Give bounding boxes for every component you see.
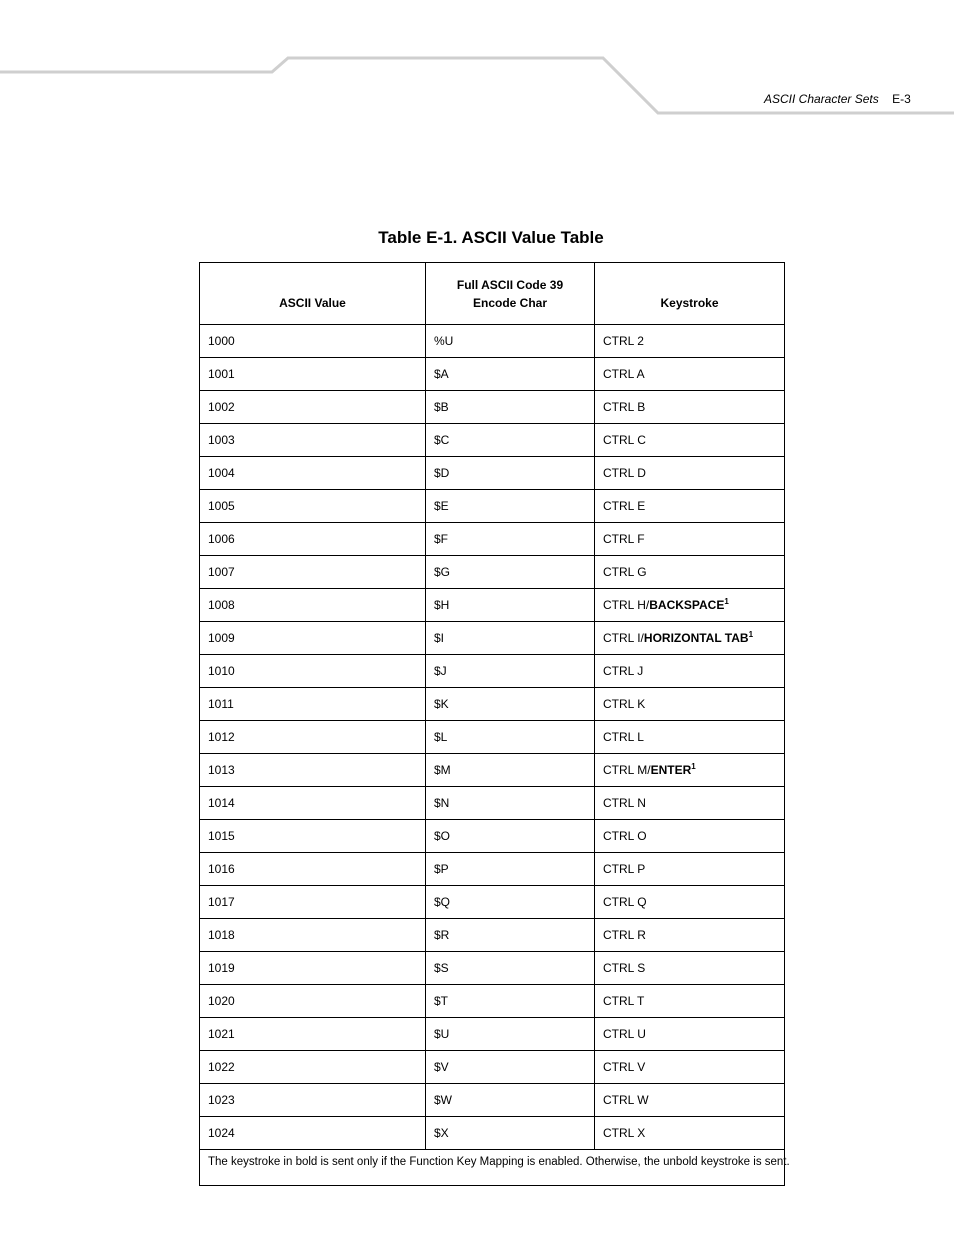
table-row [200,325,785,358]
ascii-value-cell: 1012 [200,721,426,754]
encode-char-cell: $N [426,787,595,820]
encode-char-cell: %U [426,325,595,358]
keystroke-cell [595,424,785,457]
keystroke-text: CTRL M/ [603,763,651,777]
ascii-value-cell: 1017 [200,886,426,919]
column-header-encode-char: Full ASCII Code 39 Encode Char [426,263,595,325]
keystroke-text: CTRL W [603,1093,649,1107]
keystroke-text: CTRL G [603,565,647,579]
keystroke-text: CTRL L [603,730,644,744]
table-row [200,721,785,754]
keystroke-cell [595,622,785,655]
encode-char-cell: $S [426,952,595,985]
table-row [200,820,785,853]
encode-char-cell: $G [426,556,595,589]
encode-char-cell: $H [426,589,595,622]
ascii-value-cell: 1002 [200,391,426,424]
keystroke-text: CTRL N [603,796,646,810]
footnote-marker: 1 [724,597,729,606]
ascii-value-cell: 1021 [200,1018,426,1051]
keystroke-text: CTRL S [603,961,646,975]
keystroke-cell [595,1117,785,1150]
keystroke-text: CTRL T [603,994,645,1008]
ascii-value-cell: 1010 [200,655,426,688]
table-row [200,556,785,589]
keystroke-text: CTRL B [603,400,646,414]
encode-char-cell: $A [426,358,595,391]
encode-char-cell: $J [426,655,595,688]
keystroke-text: CTRL P [603,862,646,876]
encode-char-cell: $L [426,721,595,754]
section-title: ASCII Character Sets [764,92,879,106]
table-row [200,457,785,490]
keystroke-cell [595,787,785,820]
ascii-value-cell: 1023 [200,1084,426,1117]
table-row [200,787,785,820]
keystroke-cell [595,1051,785,1084]
table-row [200,424,785,457]
keystroke-cell [595,886,785,919]
running-header [764,92,911,106]
ascii-value-cell: 1018 [200,919,426,952]
encode-char-cell: $E [426,490,595,523]
ascii-value-table [199,262,790,1186]
keystroke-cell [595,589,785,622]
keystroke-cell [595,721,785,754]
ascii-value-cell: 1015 [200,820,426,853]
footnote-marker: 1 [691,762,696,771]
table-row [200,688,785,721]
table-row [200,985,785,1018]
encode-char-cell: $V [426,1051,595,1084]
footnote-marker: 1 [748,630,754,639]
table-row [200,886,785,919]
table-row [200,1084,785,1117]
keystroke-text: CTRL V [603,1060,646,1074]
keystroke-text: CTRL R [603,928,646,942]
ascii-value-cell: 1024 [200,1117,426,1150]
keystroke-cell [595,556,785,589]
encode-char-cell: $C [426,424,595,457]
keystroke-cell [595,325,785,358]
encode-char-cell: $U [426,1018,595,1051]
table-title: Table E-1. ASCII Value Table [378,228,604,247]
table-row [200,523,785,556]
keystroke-cell [595,457,785,490]
ascii-value-cell: 1022 [200,1051,426,1084]
keystroke-bold-text: HORIZONTAL TAB [643,631,749,645]
encode-char-cell: $X [426,1117,595,1150]
keystroke-cell [595,952,785,985]
page-number: E-3 [892,92,911,106]
encode-char-cell: $K [426,688,595,721]
column-header-ascii-value: ASCII Value [200,263,426,325]
keystroke-text: CTRL U [603,1027,646,1041]
keystroke-cell [595,853,785,886]
ascii-value-cell: 1003 [200,424,426,457]
keystroke-cell [595,490,785,523]
keystroke-text: CTRL A [603,367,645,381]
keystroke-text: CTRL K [603,697,646,711]
table-row [200,490,785,523]
column-header-keystroke: Keystroke [595,263,785,325]
keystroke-text: CTRL F [603,532,645,546]
encode-char-cell: $Q [426,886,595,919]
table-row [200,358,785,391]
keystroke-text: CTRL 2 [603,334,644,348]
ascii-value-cell: 1001 [200,358,426,391]
keystroke-bold-text: ENTER [650,763,692,777]
keystroke-cell [595,1018,785,1051]
ascii-value-cell: 1000 [200,325,426,358]
table-header-row [200,263,785,325]
encode-char-cell: $O [426,820,595,853]
ascii-value-cell: 1014 [200,787,426,820]
encode-char-cell: $I [426,622,595,655]
encode-char-cell: $R [426,919,595,952]
keystroke-text: CTRL E [603,499,646,513]
keystroke-bold-text: BACKSPACE [649,598,725,612]
ascii-value-cell: 1009 [200,622,426,655]
ascii-value-cell: 1016 [200,853,426,886]
keystroke-text: CTRL X [603,1126,646,1140]
table-row [200,1018,785,1051]
table-row [200,655,785,688]
encode-char-cell: $F [426,523,595,556]
keystroke-cell [595,523,785,556]
footnote-row [200,1150,785,1186]
keystroke-cell [595,1084,785,1117]
table-row [200,952,785,985]
keystroke-text: CTRL Q [603,895,647,909]
keystroke-cell [595,820,785,853]
keystroke-cell [595,655,785,688]
table-body [200,325,785,1150]
table-row [200,622,785,655]
ascii-value-cell: 1013 [200,754,426,787]
keystroke-cell [595,985,785,1018]
table-footnote: The keystroke in bold is sent only if the Function Key Mapping is enabled. Otherwise, the unbold keystroke is sent. [200,1150,785,1186]
encode-char-cell: $D [426,457,595,490]
encode-char-cell: $P [426,853,595,886]
ascii-value-cell: 1005 [200,490,426,523]
ascii-value-cell: 1007 [200,556,426,589]
keystroke-cell [595,688,785,721]
ascii-value-cell: 1004 [200,457,426,490]
table-row [200,919,785,952]
keystroke-text: CTRL H/ [603,598,650,612]
keystroke-text: CTRL D [603,466,646,480]
encode-char-cell: $W [426,1084,595,1117]
ascii-value-cell: 1019 [200,952,426,985]
ascii-value-cell: 1020 [200,985,426,1018]
encode-char-cell: $T [426,985,595,1018]
keystroke-cell [595,919,785,952]
keystroke-cell [595,754,785,787]
ascii-value-cell: 1008 [200,589,426,622]
table-row [200,754,785,787]
ascii-value-cell: 1006 [200,523,426,556]
table-row [200,391,785,424]
keystroke-cell [595,391,785,424]
keystroke-cell [595,358,785,391]
keystroke-text: CTRL J [603,664,644,678]
keystroke-text: CTRL O [603,829,647,843]
table-row [200,1117,785,1150]
keystroke-text: CTRL I/ [603,631,644,645]
ascii-value-cell: 1011 [200,688,426,721]
keystroke-text: CTRL C [603,433,646,447]
encode-char-cell: $M [426,754,595,787]
table-row [200,1051,785,1084]
table-row [200,589,785,622]
encode-char-cell: $B [426,391,595,424]
table-row [200,853,785,886]
